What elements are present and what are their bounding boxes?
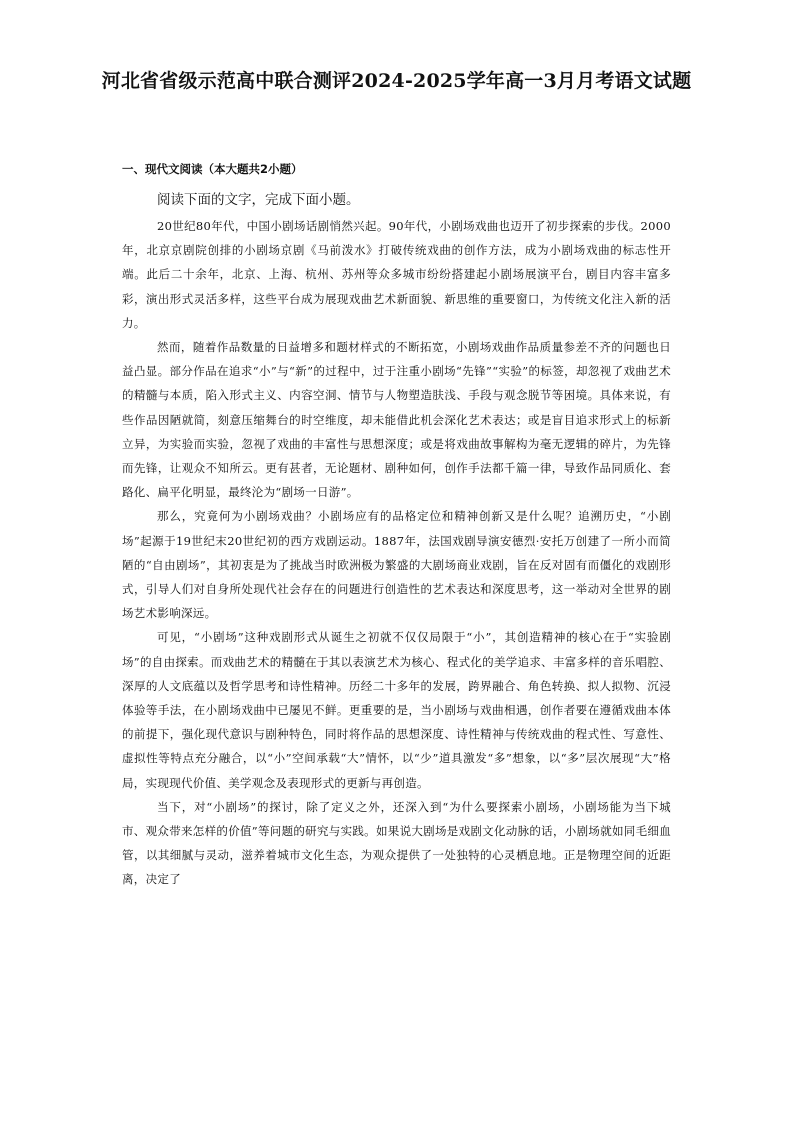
passage-body <box>122 214 671 892</box>
reading-instruction: 阅读下面的文字，完成下面小题。 <box>157 192 360 208</box>
passage-paragraph-2: 然而，随着作品数量的日益增多和题材样式的不断拓宽，小剧场戏曲作品质量参差不齐的问题也日益凸显。部分作品在追求“小”与“新”的过程中，过于注重小剧场“先锋”“实验”的标签，却忽视了戏曲艺术的精髓与本质，陷入形式主义、内容空洞、情节与人物塑造肤浅、手段与观念脱节等困境。具体来说，有些作品因陋就简，刻意压缩舞台的时空维度，却未能借此机会深化艺术表达；或是盲目追求形式上的标新立异，为实验而实验，忽视了戏曲的丰富性与思想深度；或是将戏曲故事解构为毫无逻辑的碎片，为先锋而先锋，让观众不知所云。更有甚者，无论题材、剧种如何，创作手法都千篇一律，导致作品同质化、套路化、扁平化明显，最终沦为“剧场一日游”。 <box>122 340 671 500</box>
passage-paragraph-4: 可见，“小剧场”这种戏剧形式从诞生之初就不仅仅局限于“小”，其创造精神的核心在于“实验剧场”的自由探索。而戏曲艺术的精髓在于其以表演艺术为核心、程式化的美学追求、丰富多样的音乐唱腔、深厚的人文底蕴以及哲学思考和诗性精神。历经二十多年的发展，跨界融合、角色转换、拟人拟物、沉浸体验等手法，在小剧场戏曲中已屡见不鲜。更重要的是，当小剧场与戏曲相遇，创作者要在遵循戏曲本体的前提下，强化现代意识与剧种特色，同时将作品的思想深度、诗性精神与传统戏曲的程式性、写意性、虚拟性等特点充分融合，以“小”空间承载“大”情怀，以“少”道具激发“多”想象，以“多”层次展现“大”格局，实现现代价值、美学观念及表现形式的更新与再创造。 <box>122 630 671 790</box>
passage-paragraph-3: 那么，究竟何为小剧场戏曲？小剧场应有的品格定位和精神创新又是什么呢？追溯历史，“小剧场”起源于19世纪末20世纪初的西方戏剧运动。1887年，法国戏剧导演安德烈·安托万创建了一所小而简陋的“自由剧场”，其初衷是为了挑战当时欧洲极为繁盛的大剧场商业戏剧，旨在反对固有而僵化的戏剧形式，引导人们对自身所处现代社会存在的问题进行创造性的艺术表达和深度思考，这一举动对全世界的剧场艺术影响深远。 <box>122 509 671 621</box>
passage-paragraph-5: 当下，对“小剧场”的探讨，除了定义之外，还深入到“为什么要探索小剧场，小剧场能为当下城市、观众带来怎样的价值”等问题的研究与实践。如果说大剧场是戏剧文化动脉的话，小剧场就如同毛细血管，以其细腻与灵动，滋养着城市文化生态，为观众提供了一处独特的心灵栖息地。正是物理空间的近距离，决定了 <box>122 799 671 887</box>
document-title: 河北省省级示范高中联合测评2024-2025学年高一3月月考语文试题 <box>101 70 692 92</box>
passage-paragraph-1: 20世纪80年代，中国小剧场话剧悄然兴起。90年代，小剧场戏曲也迈开了初步探索的步伐。2000年，北京京剧院创排的小剧场京剧《马前泼水》打破传统戏曲的创作方法，成为小剧场戏曲的标志性开端。此后二十余年，北京、上海、杭州、苏州等众多城市纷纷搭建起小剧场展演平台，剧目内容丰富多彩，演出形式灵活多样，这些平台成为展现戏曲艺术新面貌、新思维的重要窗口，为传统文化注入新的活力。 <box>122 219 671 330</box>
section-heading: 一、现代文阅读（本大题共2小题） <box>122 162 303 176</box>
